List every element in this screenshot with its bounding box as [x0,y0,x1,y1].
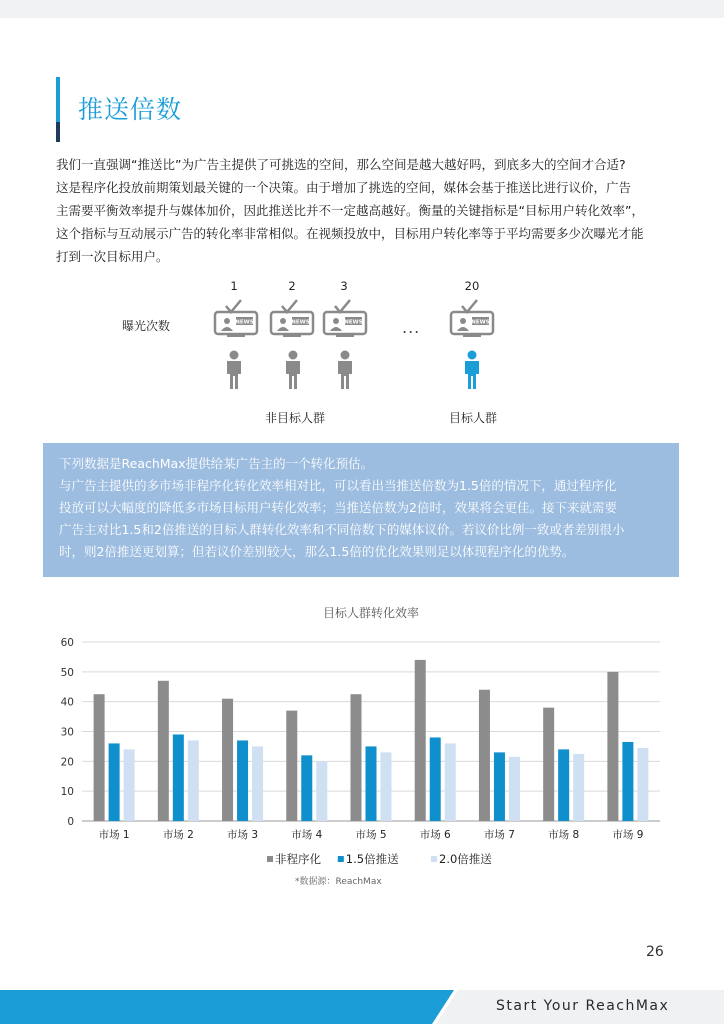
y-tick-label: 40 [60,696,74,709]
footer-tagline: Start Your ReachMax [496,998,670,1014]
bar-1-5x [622,742,633,821]
intro-line: 这是程序化投放前期策划最关键的一个决策。由于增加了挑选的空间，媒体会基于推送比进行议价，广告 [56,180,632,195]
bar-1-5x [109,743,120,821]
x-tick-label: 市场 5 [355,829,387,841]
bar-non-programmatic [286,711,297,821]
person-icon-target [462,350,482,390]
x-tick-label: 市场 3 [227,829,259,841]
tv-badge: NEWS [344,319,363,326]
ellipsis: ... [402,318,421,337]
tv-news-icon [213,298,259,338]
bar-2-0x [573,754,584,821]
bar-non-programmatic [351,694,362,821]
x-tick-label: 市场 4 [291,829,323,841]
tv-badge: NEWS [471,319,490,326]
x-tick-label: 市场 7 [483,829,515,841]
bar-2-0x [316,761,327,821]
legend-swatch [338,856,344,862]
bar-2-0x [637,748,648,821]
person-icon-non-target [335,350,355,390]
bar-non-programmatic [415,660,426,821]
x-tick-label: 市场 6 [419,829,451,841]
exposure-number-2: 2 [288,279,296,293]
y-tick-label: 60 [60,637,74,649]
bar-2-0x [124,749,135,821]
y-tick-label: 30 [60,726,74,739]
intro-paragraph [56,153,692,268]
bar-1-5x [430,737,441,821]
page-title: 推送倍数 [78,95,183,124]
bar-1-5x [173,734,184,821]
callout-line: 时，则2倍推送更划算；但若议价差别较大，那么1.5倍的优化效果则足以体现程序化的优势。 [59,544,575,559]
top-band [0,0,724,18]
chart-svg [60,600,680,875]
exposure-number-3: 3 [340,279,348,293]
tv-badge: NEWS [235,319,254,326]
bar-1-5x [494,752,505,821]
bar-non-programmatic [479,690,490,821]
bar-2-0x [381,752,392,821]
tv-news-icon [269,298,315,338]
exposure-diagram [0,270,724,430]
bar-1-5x [558,749,569,821]
bar-non-programmatic [543,708,554,821]
bar-2-0x [445,743,456,821]
intro-line: 主需要平衡效率提升与媒体加价，因此推送比并不一定越高越好。衡量的关键指标是“目标用户转化效率”， [56,203,644,218]
bar-2-0x [509,757,520,821]
y-tick-label: 10 [60,786,74,799]
bar-non-programmatic [607,672,618,821]
x-tick-label: 市场 1 [98,829,130,841]
non-target-label: 非目标人群 [265,411,326,425]
exposure-number-1: 1 [230,279,238,293]
intro-line: 我们一直强调“推送比”为广告主提供了可挑选的空间，那么空间是越大越好吗，到底多大的空间才合适? [56,157,626,172]
tv-news-icon [449,298,495,338]
exposure-label: 曝光次数 [122,319,171,333]
callout-line: 与广告主提供的多市场非程序化转化效率相对比，可以看出当推送倍数为1.5倍的情况下，通过程序化 [59,478,617,493]
legend-label: 1.5倍推送 [345,852,399,866]
page-number: 26 [646,944,664,960]
y-tick-label: 50 [60,666,74,679]
callout-line: 广告主对比1.5和2倍推送的目标人群转化效率和不同倍数下的媒体议价。若议价比例一致或者差别很小 [59,522,625,537]
exposure-number-20: 20 [464,279,480,293]
legend-label: 非程序化 [275,852,321,866]
heading-accent-bar-dark [56,122,60,142]
legend-swatch [267,856,273,862]
bar-2-0x [252,746,263,821]
x-tick-label: 市场 9 [612,829,644,841]
target-label: 目标人群 [449,411,498,425]
conversion-chart [60,600,680,890]
bar-2-0x [188,740,199,821]
bar-1-5x [237,740,248,821]
tv-badge: NEWS [291,319,310,326]
bar-1-5x [366,746,377,821]
callout-line: 下列数据是ReachMax提供给某广告主的一个转化预估。 [59,456,374,471]
source-note: *数据源：ReachMax [295,877,382,887]
y-tick-label: 20 [60,756,74,769]
legend-swatch [431,856,437,862]
person-icon-non-target [224,350,244,390]
intro-line: 这个指标与互动展示广告的转化率非常相似。在视频投放中，目标用户转化率等于平均需要多少次曝光才能 [56,226,644,241]
tv-news-icon [322,298,368,338]
legend-label: 2.0倍推送 [439,852,492,866]
person-icon-non-target [283,350,303,390]
y-tick-label: 0 [67,816,74,828]
callout-box [43,443,679,577]
chart-title: 目标人群转化效率 [322,606,420,620]
x-tick-label: 市场 8 [548,829,580,841]
bar-1-5x [301,755,312,821]
bar-non-programmatic [222,699,233,821]
intro-line: 打到一次目标用户。 [56,249,169,264]
bar-non-programmatic [158,681,169,821]
x-tick-label: 市场 2 [162,829,194,841]
bar-non-programmatic [94,694,105,821]
callout-line: 投放可以大幅度的降低多市场目标用户转化效率；当推送倍数为2倍时，效果将会更佳。接下来就需要 [59,500,617,515]
